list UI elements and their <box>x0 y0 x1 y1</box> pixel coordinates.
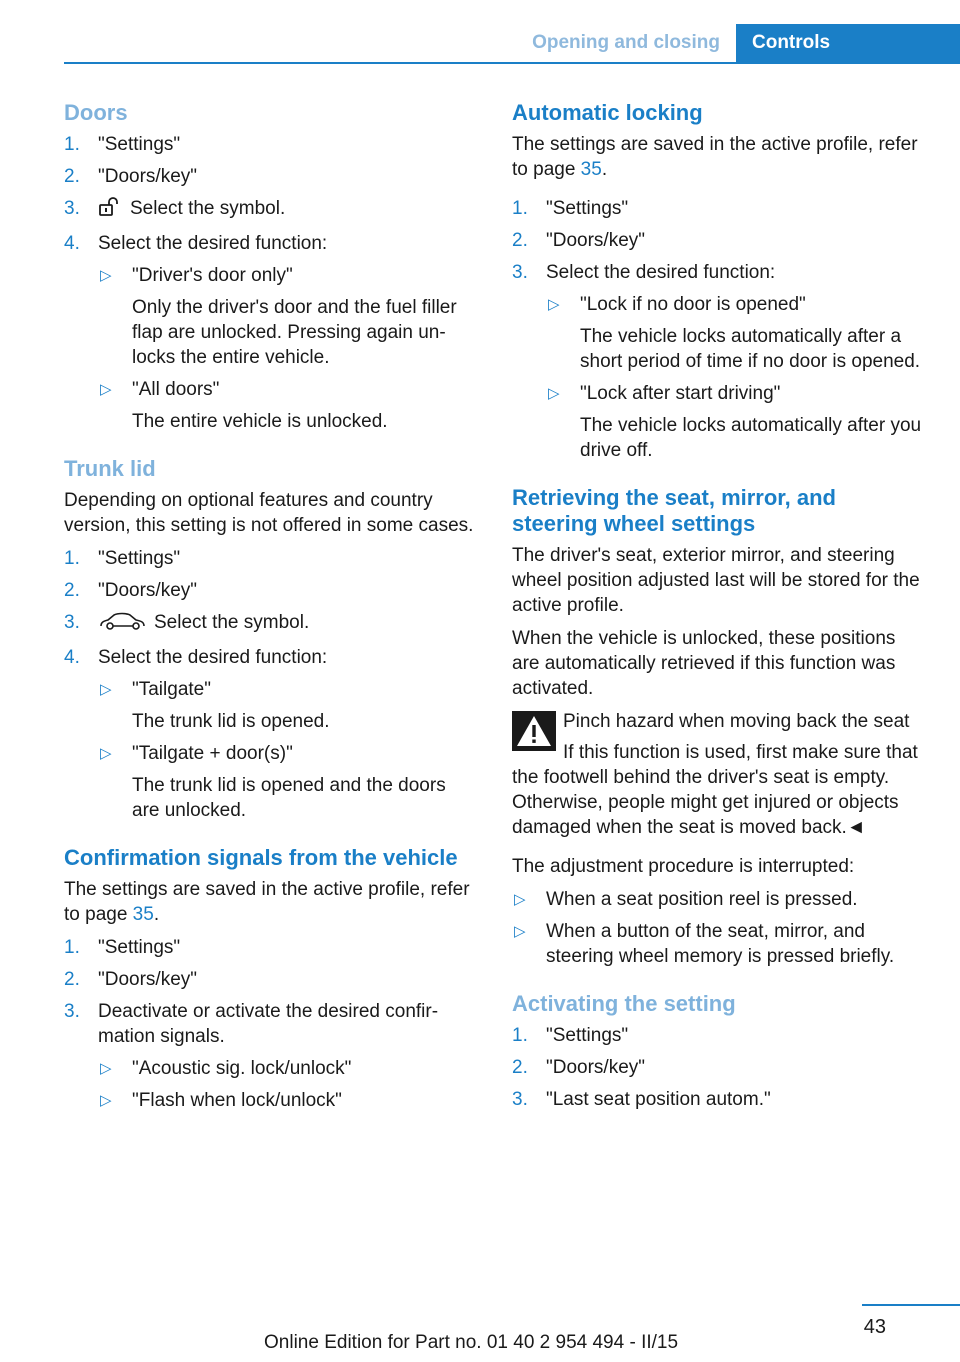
trunk-options <box>98 677 476 823</box>
option-description: The vehicle locks automatically after a short period of time if no door is opened. <box>580 326 921 372</box>
warning-body: If this function is used, first make sure that the footwell behind the driver's seat is empty. Otherwise, people might get injured or objects damaged when the seat is moved back.◄ <box>512 742 918 838</box>
list-item <box>64 546 476 571</box>
list-item <box>98 263 476 370</box>
warning-title: Pinch hazard when moving back the seat <box>563 711 910 732</box>
step-number: 3. <box>64 612 80 633</box>
activate-heading: Activating the setting <box>512 991 736 1016</box>
step-number: 2. <box>64 166 80 187</box>
list-item <box>64 645 476 823</box>
list-item <box>512 228 924 253</box>
option-description: The trunk lid is opened. <box>132 711 330 732</box>
list-item <box>64 610 476 638</box>
interrupt-text: The adjustment procedure is interrupted: <box>512 856 855 877</box>
bullet-text: When a button of the seat, mirror, and steering wheel memory is pressed briefly. <box>546 921 895 967</box>
step-text: "Settings" <box>98 134 181 155</box>
step-number: 3. <box>512 262 528 283</box>
option-description: The entire vehicle is unlocked. <box>132 411 388 432</box>
option-label: "Tailgate + door(s)" <box>132 743 293 764</box>
chapter-tab[interactable]: Controls <box>736 24 960 62</box>
triangle-bullet-icon: ▷ <box>514 923 526 940</box>
list-item <box>512 919 924 969</box>
list-item <box>98 377 476 434</box>
triangle-bullet-icon: ▷ <box>100 267 112 284</box>
option-label: "Lock after start driving" <box>580 383 781 404</box>
doors-options <box>98 263 476 434</box>
list-item <box>512 196 924 221</box>
step-number: 4. <box>64 233 80 254</box>
confirmation-intro <box>64 877 476 927</box>
step-text: Select the symbol. <box>154 612 310 633</box>
triangle-bullet-icon: ▷ <box>100 1060 112 1077</box>
step-number: 1. <box>64 937 80 958</box>
intro-end: . <box>153 904 160 925</box>
activate-section <box>512 991 924 1112</box>
step-text: Select the desired function: <box>546 262 776 283</box>
step-number: 2. <box>512 230 528 251</box>
retrieve-paragraph-1: The driver's seat, exterior mirror, and steering wheel position adjusted last will be stored for the active profile. <box>512 545 920 616</box>
list-item <box>98 1088 476 1113</box>
autolock-section <box>512 100 924 463</box>
step-text: "Settings" <box>98 548 181 569</box>
autolock-options <box>546 292 924 463</box>
option-label: "All doors" <box>132 379 220 400</box>
retrieve-paragraph-2: When the vehicle is unlocked, these positions are automatically retrieved if this function was activated. <box>512 628 896 699</box>
trunk-section <box>64 456 476 823</box>
step-number: 3. <box>64 198 80 219</box>
step-number: 1. <box>64 548 80 569</box>
triangle-bullet-icon: ▷ <box>100 1092 112 1109</box>
step-text: "Settings" <box>546 198 629 219</box>
list-item <box>64 132 476 157</box>
triangle-bullet-icon: ▷ <box>548 385 560 402</box>
option-description: The vehicle locks automatically after you drive off. <box>580 415 922 461</box>
doors-heading: Doors <box>64 100 128 125</box>
confirmation-section <box>64 845 476 1113</box>
step-number: 1. <box>512 1025 528 1046</box>
footer-rule <box>862 1304 960 1306</box>
interrupt-bullets <box>512 887 924 969</box>
page-header <box>64 24 960 64</box>
option-label: "Acoustic sig. lock/unlock" <box>132 1058 352 1079</box>
retrieve-section <box>512 485 924 969</box>
doors-steps <box>64 132 476 434</box>
step-text: "Settings" <box>98 937 181 958</box>
option-label: "Lock if no door is opened" <box>580 294 806 315</box>
step-text: Select the desired function: <box>98 647 328 668</box>
list-item <box>64 578 476 603</box>
option-label: "Flash when lock/unlock" <box>132 1090 342 1111</box>
autolock-heading: Automatic locking <box>512 100 703 125</box>
step-number: 4. <box>64 647 80 668</box>
option-label: "Tailgate" <box>132 679 211 700</box>
trunk-heading: Trunk lid <box>64 456 156 481</box>
car-trunk-icon <box>98 611 146 638</box>
left-column <box>64 100 476 1135</box>
step-text: Deactivate or activate the desired confirmation signals. <box>98 1001 439 1047</box>
step-text: Select the desired function: <box>98 233 328 254</box>
activate-steps <box>512 1023 924 1112</box>
step-number: 3. <box>64 1001 80 1022</box>
autolock-steps <box>512 196 924 463</box>
list-item <box>98 741 476 823</box>
list-item <box>512 1055 924 1080</box>
page-link[interactable]: 35 <box>580 159 602 180</box>
step-number: 1. <box>64 134 80 155</box>
triangle-bullet-icon: ▷ <box>514 891 526 908</box>
step-text: "Settings" <box>546 1025 629 1046</box>
triangle-bullet-icon: ▷ <box>100 381 112 398</box>
doors-section <box>64 100 476 434</box>
option-description: Only the driver's door and the fuel filler flap are unlocked. Pressing again unlocks the entire vehicle. <box>132 297 457 368</box>
unlock-icon <box>98 197 122 224</box>
list-item <box>64 231 476 434</box>
bullet-text: When a seat position reel is pressed. <box>546 889 858 910</box>
edition-text: Online Edition for Part no. 01 40 2 954 494 - II/15 <box>264 1332 679 1353</box>
right-column <box>512 100 924 1134</box>
confirmation-options <box>98 1056 476 1113</box>
trunk-intro: Depending on optional features and country version, this setting is not offered in some cases. <box>64 490 474 536</box>
autolock-intro <box>512 132 924 182</box>
step-text: Select the symbol. <box>130 198 286 219</box>
page-link[interactable]: 35 <box>132 904 154 925</box>
step-text: "Doors/key" <box>546 1057 646 1078</box>
list-item <box>546 381 924 463</box>
step-number: 1. <box>512 198 528 219</box>
step-text: "Last seat position autom." <box>546 1089 771 1110</box>
step-text: "Doors/key" <box>98 166 198 187</box>
option-description: The trunk lid is opened and the doors are unlocked. <box>132 775 446 821</box>
list-item <box>64 164 476 189</box>
list-item <box>98 1056 476 1081</box>
page-number: 43 <box>863 1316 886 1338</box>
triangle-bullet-icon: ▷ <box>100 745 112 762</box>
intro-text: The settings are saved in the active profile, refer to page <box>512 134 918 180</box>
step-number: 3. <box>512 1089 528 1110</box>
triangle-bullet-icon: ▷ <box>548 296 560 313</box>
list-item <box>546 292 924 374</box>
list-item <box>512 887 924 912</box>
warning-box <box>512 709 924 840</box>
list-item <box>64 196 476 224</box>
trunk-steps <box>64 546 476 823</box>
step-text: "Doors/key" <box>98 969 198 990</box>
step-number: 2. <box>64 969 80 990</box>
list-item <box>98 677 476 734</box>
step-text: "Doors/key" <box>98 580 198 601</box>
option-label: "Driver's door only" <box>132 265 293 286</box>
triangle-bullet-icon: ▷ <box>100 681 112 698</box>
list-item <box>64 999 476 1113</box>
list-item <box>512 1087 924 1112</box>
retrieve-heading: Retrieving the seat, mirror, and steering wheel settings <box>512 485 836 536</box>
step-number: 2. <box>64 580 80 601</box>
list-item <box>512 1023 924 1048</box>
list-item <box>64 935 476 960</box>
section-tab[interactable]: Opening and closing <box>532 32 720 53</box>
confirmation-heading: Confirmation signals from the vehicle <box>64 845 458 870</box>
intro-text: The settings are saved in the active profile, refer to page <box>64 879 470 925</box>
step-text: "Doors/key" <box>546 230 646 251</box>
confirmation-steps <box>64 935 476 1113</box>
list-item <box>512 260 924 463</box>
warning-icon <box>512 711 556 751</box>
step-number: 2. <box>512 1057 528 1078</box>
intro-end: . <box>601 159 608 180</box>
list-item <box>64 967 476 992</box>
